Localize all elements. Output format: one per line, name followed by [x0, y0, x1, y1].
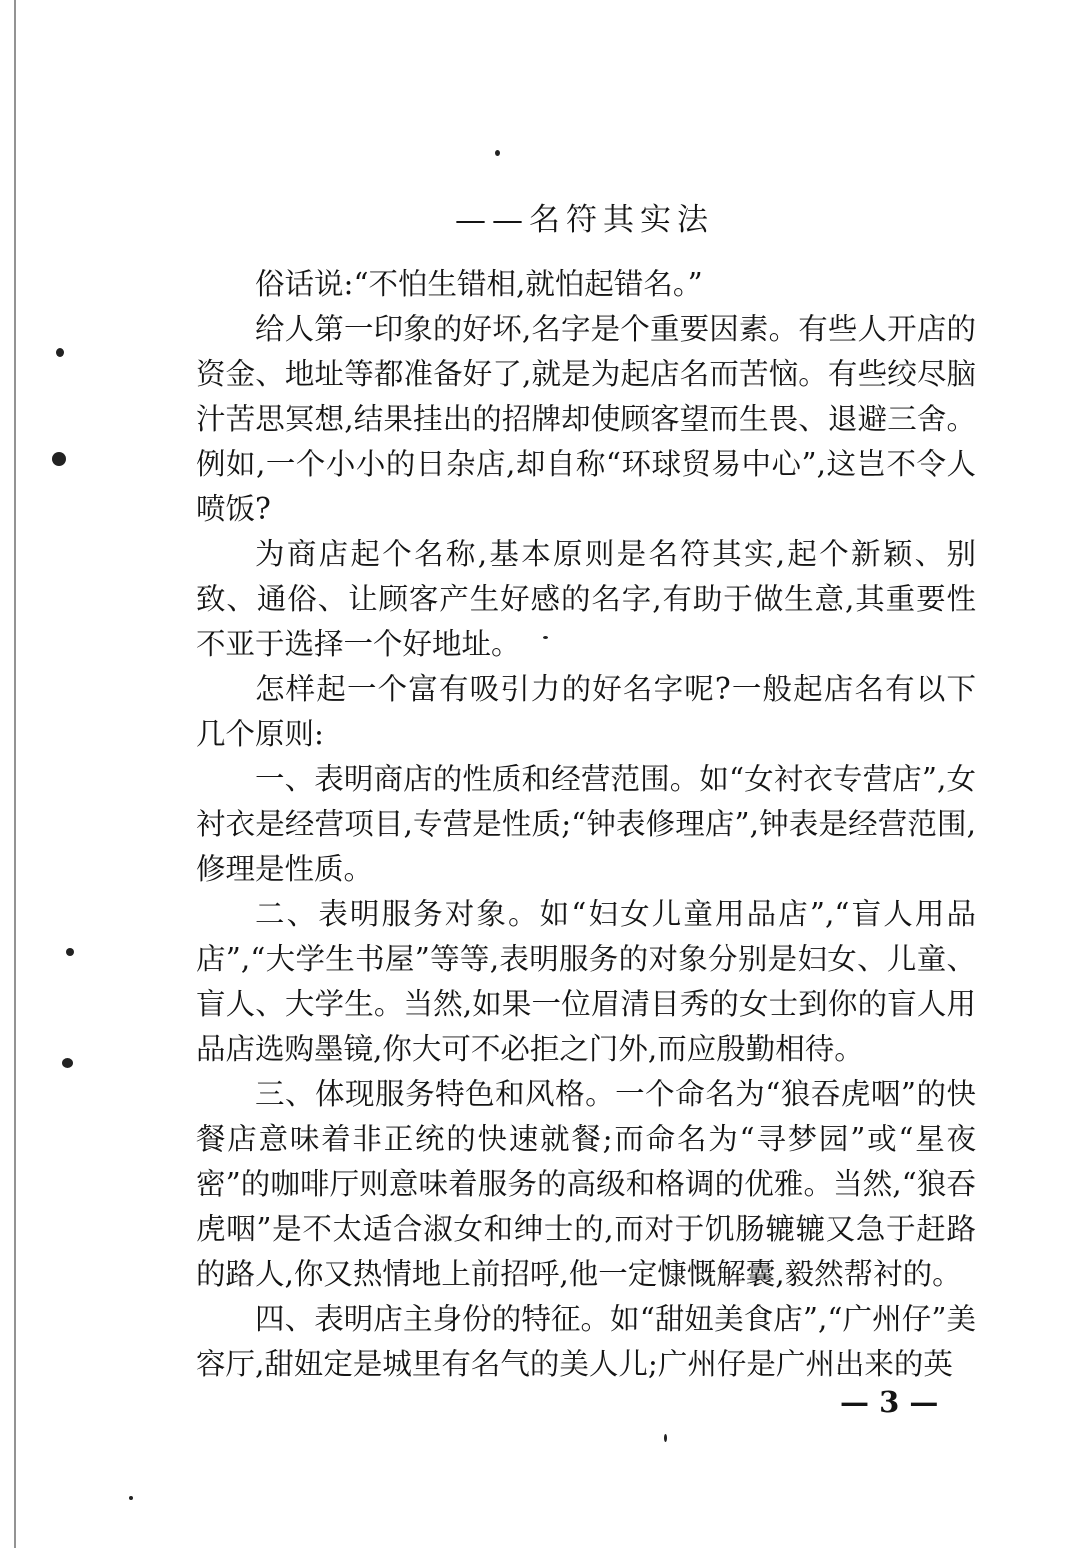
paragraph: 给人第一印象的好坏,名字是个重要因素。有些人开店的资金、地址等都准备好了,就是为起店名而苦恼。有些绞尽脑汁苦思冥想,结果挂出的招牌却使顾客望而生畏、退避三舍。例如,一个小小的日杂店,却自称“环球贸易中心”,这岂不令人喷饭?: [196, 312, 976, 526]
section-subtitle: ——名符其实法: [455, 202, 714, 238]
paragraph: 俗话说:“不怕生错相,就怕起错名。”: [255, 267, 703, 301]
paragraph: 二、表明服务对象。如“妇女儿童用品店”,“盲人用品店”,“大学生书屋”等等,表明服务的对象分别是妇女、儿童、盲人、大学生。当然,如果一位眉清目秀的女士到你的盲人用品店选购墨镜,你大可不必拒之门外,而应殷勤相待。: [196, 897, 976, 1066]
paragraph: 怎样起一个富有吸引力的好名字呢?一般起店名有以下几个原则:: [196, 672, 976, 751]
scan-speck: [664, 1434, 667, 1442]
paragraph: 一、表明商店的性质和经营范围。如“女衬衣专营店”,女衬衣是经营项目,专营是性质;“钟表修理店”,钟表是经营范围,修理是性质。: [196, 762, 976, 886]
paragraph: 四、表明店主身份的特征。如“甜妞美食店”,“广州仔”美容厅,甜妞定是城里有名气的美人儿;广州仔是广州出来的英: [196, 1302, 976, 1381]
paragraph: 为商店起个名称,基本原则是名符其实,起个新颖、别致、通俗、让顾客产生好感的名字,有助于做生意,其重要性不亚于选择一个好地址。: [196, 537, 976, 661]
page-number: — 3 —: [840, 1385, 939, 1419]
scan-speck: [66, 948, 74, 956]
scan-speck: [56, 348, 64, 357]
scan-speck: [129, 1496, 133, 1500]
body-text: [196, 262, 976, 1387]
scan-speck: [52, 452, 66, 466]
paragraph: 三、体现服务特色和风格。一个命名为“狼吞虎咽”的快餐店意味着非正统的快速就餐;而命名为“寻梦园”或“星夜密”的咖啡厅则意味着服务的高级和格调的优雅。当然,“狼吞虎咽”是不太适合淑女和绅士的,而对于饥肠辘辘又急于赶路的路人,你又热情地上前招呼,他一定慷慨解囊,毅然帮衬的。: [196, 1077, 976, 1291]
scan-speck: [495, 150, 500, 156]
scan-edge-line: [14, 0, 16, 1548]
scan-speck: [62, 1058, 73, 1068]
